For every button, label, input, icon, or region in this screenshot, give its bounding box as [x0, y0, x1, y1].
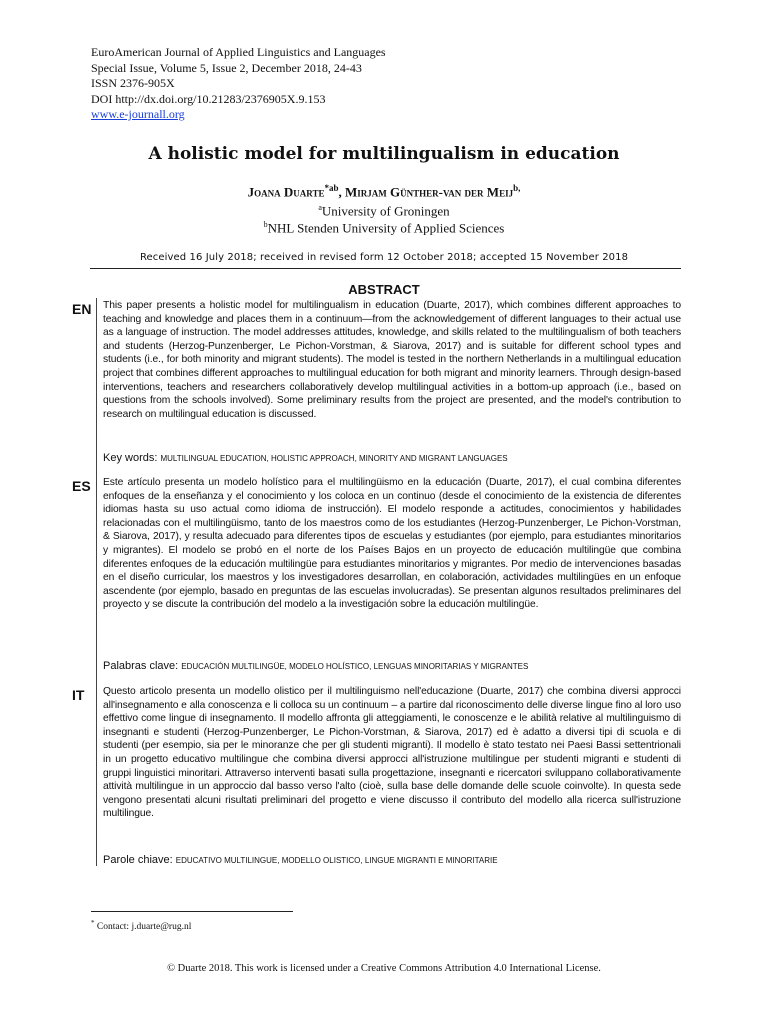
keywords-value: MULTILINGUAL EDUCATION, HOLISTIC APPROACH, MINORITY AND MIGRANT LANGUAGES: [160, 454, 508, 463]
journal-doi: DOI http://dx.doi.org/10.21283/2376905X.9.153: [91, 91, 326, 106]
keywords-it: [103, 850, 693, 868]
keywords-label: Key words:: [103, 452, 161, 464]
divider: [90, 268, 681, 269]
journal-issn: ISSN 2376-905X: [91, 76, 175, 90]
affiliation-mark: a: [318, 203, 322, 212]
abstract-es-text: Este artículo presenta un modelo holístico para el multilingüismo en la educación (Duarte, 2017), el cual combina diferentes enfoques de la enseñanza y el conocimiento y los coloca en un continuo (desde el conocimiento de la existencia de diferentes idiomas hasta su uso actual como idioma de instrucción). El modelo responde a actitudes, conocimientos y habilidades relacionadas con el multilingüismo, tanto de los maestros como de los estudiantes (Herzog-Punzenberger, Le Pichon-Vorstman, & Siarova, 2017), y resulta adecuado para diferentes tipos de escuelas y estudiantes (por ejemplo, para estudiantes minoritarios y migrantes). El modelo se probó en el norte de los Países Bajos en un proyecto de educación multilingüe que combina diferentes enfoques de la educación multilingüe para estudiantes minoritarios y migrantes. Por medio de intervenciones basadas en el diseño curricular, los maestros y los investigadores desarrollan, en colaboración, actividades multilingües en un enfoque ascendente (por ejemplo, basado en preguntas de las escuelas involucradas). Se presentan algunos resultados preliminares del proyecto y se discute la contribución del modelo a la investigación sobre la educación multilingüe.: [103, 477, 681, 611]
affiliation-mark: b: [263, 220, 268, 229]
keywords-label: Parole chiave:: [103, 854, 176, 866]
journal-issue: Special Issue, Volume 5, Issue 2, December 2018, 24-43: [91, 60, 362, 75]
language-tag-es: ES: [72, 478, 91, 494]
footnote-mark: *: [91, 919, 95, 927]
affiliation: [0, 203, 768, 219]
language-tag-it: IT: [72, 687, 85, 703]
author-affiliation-mark: b,: [513, 183, 521, 193]
journal-name: EuroAmerican Journal of Applied Linguistics and Languages: [91, 45, 386, 59]
author-name: Joana Duarte: [247, 184, 325, 200]
abstract-side-rule: [96, 684, 97, 866]
keywords-value: EDUCACIÓN MULTILINGÜE, MODELO HOLÍSTICO, LENGUAS MINORITARIAS Y MIGRANTES: [181, 662, 529, 671]
footnote-text: Contact: j.duarte@rug.nl: [94, 922, 192, 933]
license-notice: © Duarte 2018. This work is licensed under a Creative Commons Attribution 4.0 International License.: [167, 963, 601, 974]
author-name: Mirjam Günther-van der Meij: [345, 184, 514, 200]
journal-website-link[interactable]: www.e-journall.org: [91, 107, 185, 121]
paper-title: A holistic model for multilingualism in education: [148, 144, 620, 164]
abstract-it-text: Questo articolo presenta un modello olistico per il multilinguismo nell'educazione (Duarte, 2017) che combina diversi approcci all'insegnamento e alla conoscenza e li colloca su un continuum – a partire dal riconoscimento delle diverse lingue fino al loro uso effettivo come lingue di insegnamento. Il modello affronta gli atteggiamenti, le conoscenze e le abilità relative al multilinguismo di insegnanti e studenti (Herzog-Punzenberger, Le Pichon-Vorstman, & Siarova, 2017) ed è adatto a diversi tipi di scuola e di studenti (per esempio, sia per le minoranze che per gli studenti migranti). Il modello è stato testato nei Paesi Bassi settentrionali in un progetto educativo multilingue che combina diversi approcci all'istruzione multilingue per studenti migranti e studenti di gruppi linguistici minoritari. Attraverso interventi basati sulla progettazione, insegnanti e ricercatori sviluppano collaborativamente attività multilingue in un approccio dal basso verso l'alto (cioè, sulla base delle domande delle scuole coinvolte). In questa sede vengono presentati alcuni risultati preliminari del progetto e viene discusso il contributo del modello alla ricerca sull'istruzione multilingue.: [103, 686, 681, 820]
footnote: [91, 919, 191, 932]
author-separator: ,: [338, 184, 345, 200]
affiliation-name: NHL Stenden University of Applied Sciences: [267, 220, 505, 236]
journal-metadata: [91, 45, 386, 123]
received-dates: Received 16 July 2018; received in revised form 12 October 2018; accepted 15 November 2018: [139, 252, 629, 263]
author-list: [0, 183, 768, 200]
abstract-heading: ABSTRACT: [348, 282, 420, 297]
author-affiliation-mark: *ab: [324, 183, 339, 193]
language-tag-en: EN: [72, 301, 92, 317]
footnote-rule: [91, 911, 293, 912]
keywords-value: EDUCATIVO MULTILINGUE, MODELLO OLISTICO, LINGUE MIGRANTI E MINORITARIE: [175, 856, 498, 865]
affiliation-name: University of Groningen: [321, 203, 450, 219]
keywords-es: [103, 656, 693, 674]
affiliation: [0, 220, 768, 236]
keywords-en: [103, 448, 693, 466]
abstract-en-text: This paper presents a holistic model for multilingualism in education (Duarte, 2017), which combines different approaches to teaching and knowledge and places them in a continuum—from the acknowledgement of different languages to their actual use as a language of instruction. The model addresses attitudes, knowledge, and skills related to the multilingualism of both teachers and students (Herzog-Punzenberger, Le Pichon-Vorstman, & Siarova, 2017) and is suitable for different school types and students (i.e., for both minority and migrant students). The model is tested in the northern Netherlands in a multilingual education project that combines different approaches to multilingual education for both migrant and minority learners. Through design-based interventions, teachers and researchers collaboratively develop multilingual activities in a bottom-up approach (i.e., based on questions from the schools involved). Some preliminary results from the project are presented, and the model's contribution to research on multilingual education is discussed.: [103, 300, 681, 420]
keywords-label: Palabras clave:: [103, 660, 182, 672]
